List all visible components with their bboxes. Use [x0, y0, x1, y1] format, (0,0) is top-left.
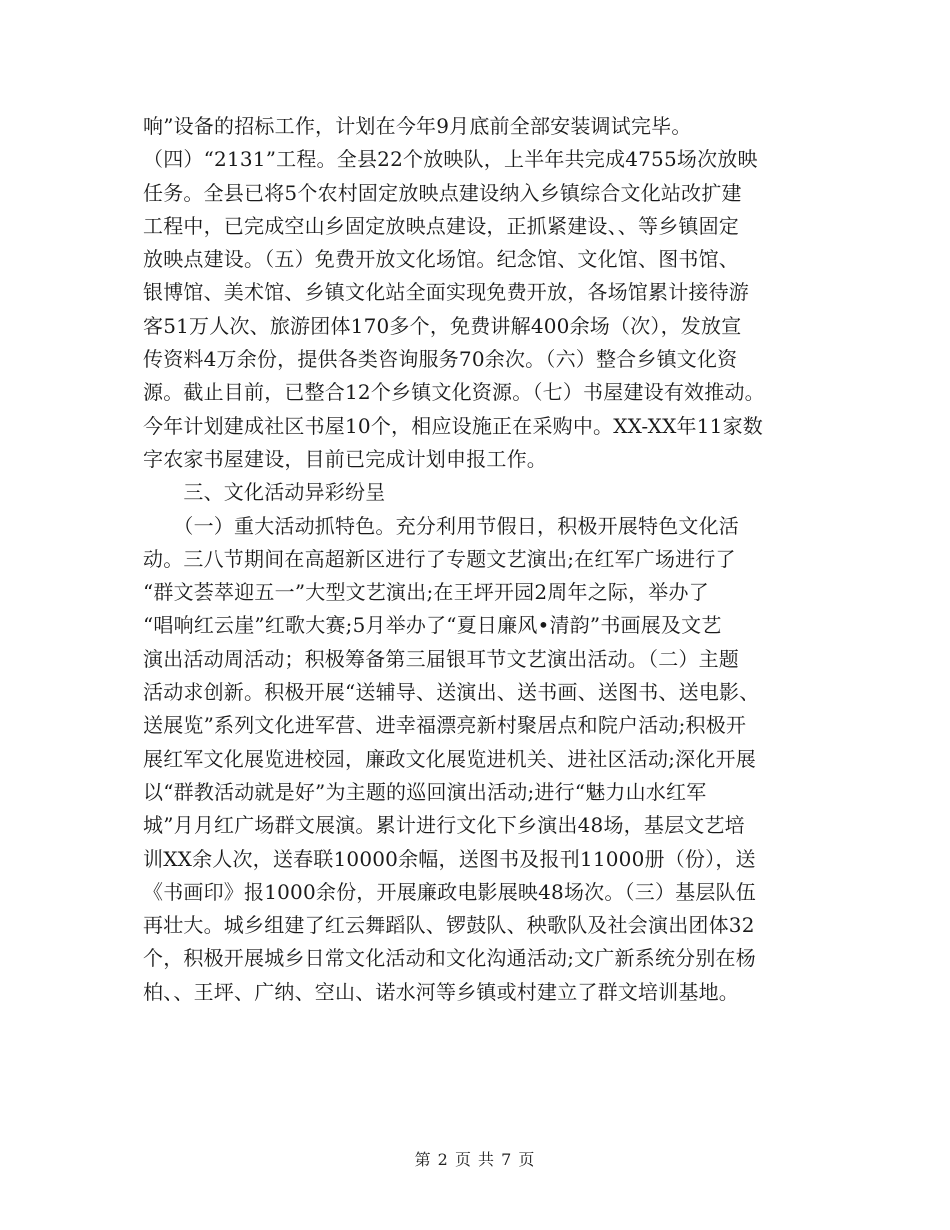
text-line: 演出活动周活动；积极筹备第三届银耳节文艺演出活动。（二）主题 [143, 646, 739, 671]
text-line: 字农家书屋建设，目前已完成计划申报工作。 [143, 446, 547, 471]
text-line: 城”月月红广场群文展演。累计进行文化下乡演出48场，基层文艺培 [143, 813, 745, 838]
text-line: “群文荟萃迎五一”大型文艺演出;在王坪开园2周年之际，举办了 [143, 580, 709, 605]
text-line: （四）“2131”工程。全县22个放映队，上半年共完成4755场次放映 [143, 147, 758, 172]
text-line: 《书画印》报1000余份，开展廉政电影展映48场次。（三）基层队伍 [143, 879, 756, 904]
text-line: 动。三八节期间在高超新区进行了专题文艺演出;在红军广场进行了 [143, 546, 736, 571]
section-heading: 三、文化活动异彩纷呈 [143, 480, 386, 505]
text-line: 任务。全县已将5个农村固定放映点建设纳入乡镇综合文化站改扩建 [143, 180, 742, 205]
text-line: 响”设备的招标工作，计划在今年9月底前全部安装调试完毕。 [143, 114, 692, 138]
text-line: 展红军文化展览进校园，廉政文化展览进机关、进社区活动;深化开展 [143, 746, 756, 771]
text-line: 放映点建设。（五）免费开放文化场馆。纪念馆、文化馆、图书馆、 [143, 247, 739, 272]
text-line: 训XX余人次，送春联10000余幅，送图书及报刊11000册（份），送 [143, 846, 756, 871]
text-line: 源。截止目前，已整合12个乡镇文化资源。（七）书屋建设有效推动。 [143, 380, 765, 405]
text-line: 活动求创新。积极开展“送辅导、送演出、送书画、送图书、送电影、 [143, 680, 760, 705]
text-line: 个，积极开展城乡日常文化活动和文化沟通活动;文广新系统分别在杨 [143, 946, 756, 971]
text-line: 再壮大。城乡组建了红云舞蹈队、锣鼓队、秧歌队及社会演出团体32 [143, 913, 755, 938]
document-body [143, 110, 843, 1009]
page-number-footer: 第 2 页 共 7 页 [414, 1150, 536, 1169]
text-line: 客51万人次、旅游团体170多个，免费讲解400余场（次），发放宣 [143, 313, 742, 338]
text-line: （一）重大活动抓特色。充分利用节假日，积极开展特色文化活 [143, 513, 739, 538]
text-line: 今年计划建成社区书屋10个，相应设施正在采购中。XX-XX年11家数 [143, 413, 763, 438]
text-line: 送展览”系列文化进军营、进幸福漂亮新村聚居点和院户活动;积极开 [143, 713, 747, 738]
text-line: 传资料4万余份，提供各类咨询服务70余次。（六）整合乡镇文化资 [143, 347, 738, 372]
text-line: 以“群教活动就是好”为主题的巡回演出活动;进行“魅力山水红军 [143, 779, 707, 804]
text-line: 银博馆、美术馆、乡镇文化站全面实现免费开放，各场馆累计接待游 [143, 280, 749, 305]
text-line: 工程中，已完成空山乡固定放映点建设，正抓紧建设、、等乡镇固定 [143, 213, 739, 238]
text-line: “唱响红云崖”红歌大赛;5月举办了“夏日廉风•清韵”书画展及文艺 [143, 613, 722, 638]
text-line: 柏、、王坪、广纳、空山、诺水河等乡镇或村建立了群文培训基地。 [143, 979, 739, 1004]
